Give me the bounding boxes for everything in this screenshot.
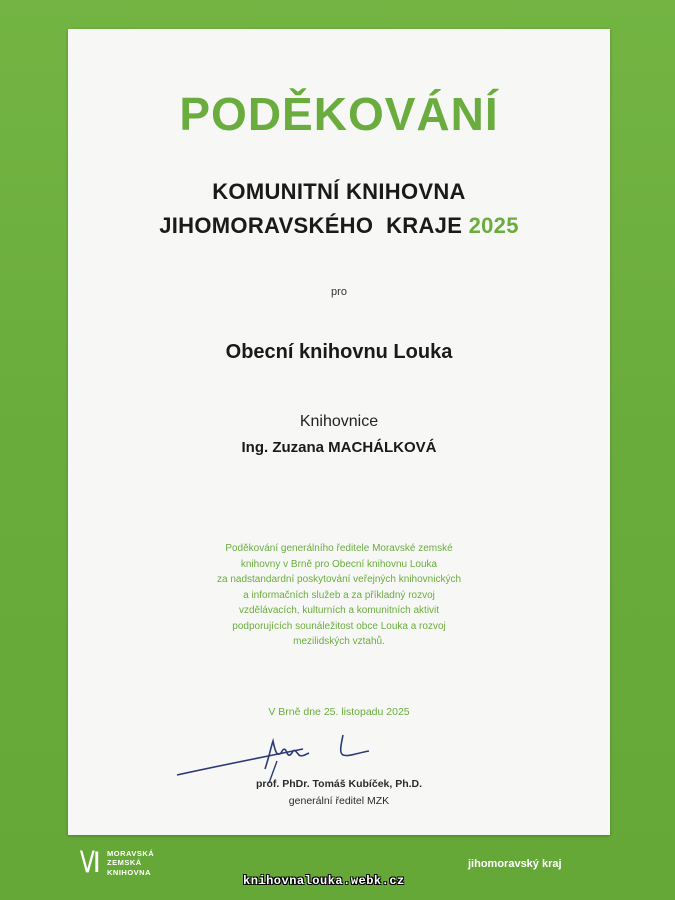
citation-line: Poděkování generálního ředitele Moravské zemské (225, 543, 453, 554)
certificate-paper (68, 29, 610, 835)
certificate-title: PODĚKOVÁNÍ (179, 88, 499, 140)
heading-line-2-text: JIHOMORAVSKÉHO KRAJE (159, 213, 463, 238)
issue-date: V Brně dne 25. listopadu 2025 (268, 706, 410, 718)
jihomoravsky-kraj-logo: jihomoravský kraj (468, 858, 562, 870)
mzk-logo-mark: \/I (80, 846, 100, 879)
mzk-logo-text (107, 849, 154, 878)
recipient-role: Knihovnice (299, 413, 379, 430)
citation-line: a informačních služeb a za příkladný rozvoj (243, 589, 435, 601)
citation-line: mezilidských vztahů. (293, 636, 385, 647)
recipient-person: Ing. Zuzana MACHÁLKOVÁ (241, 439, 437, 456)
pro-label: pro (331, 286, 347, 298)
citation-line: vzdělávacích, kulturních a komunitních aktivit (238, 605, 440, 616)
citation-line: za nadstandardní poskytování veřejných knihovnických (216, 574, 462, 585)
heading-year: 2025 (468, 213, 519, 238)
website-watermark: knihovnalouka.webk.cz (243, 874, 405, 888)
heading-line-1: KOMUNITNÍ KNIHOVNA (212, 179, 466, 204)
citation-line: knihovny v Brně pro Obecní knihovnu Louka (240, 558, 438, 570)
mzk-logo-line: MORAVSKÁ (107, 848, 155, 858)
mzk-logo-line: ZEMSKÁ (107, 858, 142, 868)
recipient-name: Obecní knihovnu Louka (225, 341, 453, 363)
citation-text (188, 541, 490, 650)
citation-line: podporujících sounáležitost obce Louka a rozvoj (232, 620, 446, 632)
mzk-logo-line: KNIHOVNA (107, 867, 152, 877)
signer-name: prof. PhDr. Tomáš Kubíček, Ph.D. (255, 778, 423, 790)
signer-title: generální ředitel MZK (288, 795, 390, 807)
mzk-logo (80, 845, 154, 881)
heading-line-2 (68, 213, 610, 239)
